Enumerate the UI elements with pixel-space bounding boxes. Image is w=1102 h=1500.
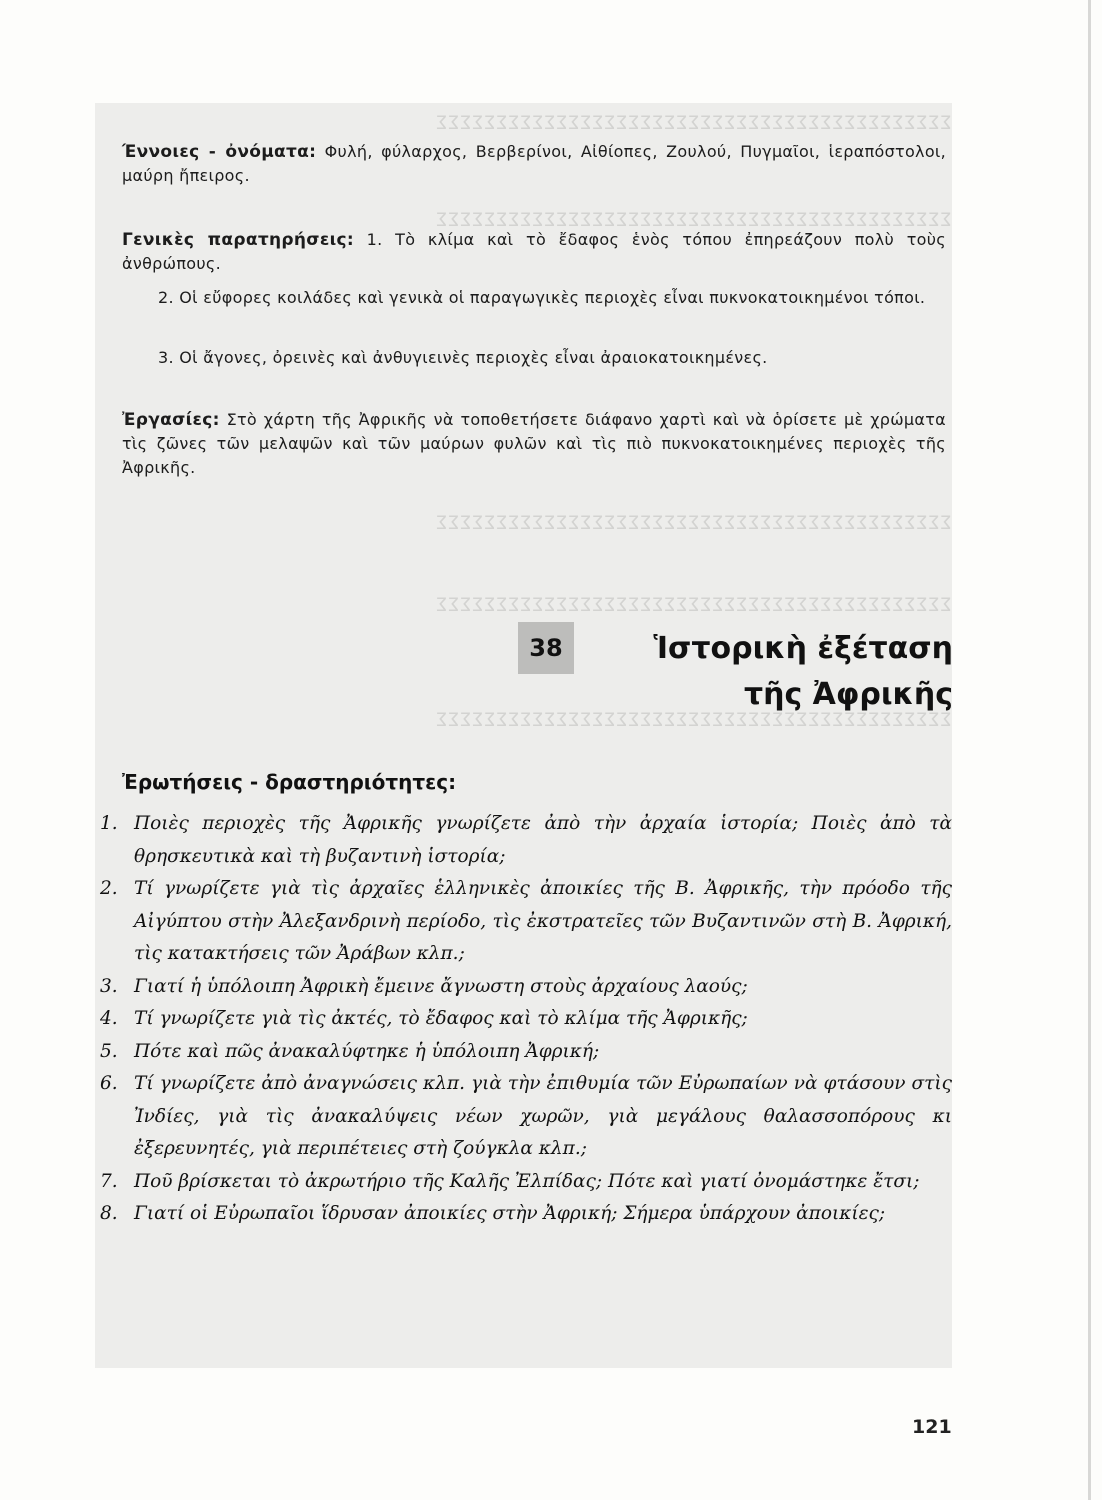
chapter-title-line-2: τῆς Ἀφρικῆς (743, 677, 953, 712)
question-text: Ποῦ βρίσκεται τὸ ἀκρωτήριο τῆς Καλῆς Ἐλπίδας; Πότε καὶ γιατί ὀνομάστηκε ἔτσι; (134, 1170, 920, 1192)
question-number: 1. (100, 813, 118, 834)
chapter-number: 38 (518, 622, 574, 674)
question-number: 2. (100, 878, 118, 899)
reverse-bleed: ΣΣΣΣΣΣΣΣΣΣΣΣΣΣΣΣΣΣΣΣΣΣΣΣΣΣΣΣΣΣΣΣΣΣΣΣΣΣΣΣΣΣΣ (435, 709, 952, 731)
question-number: 7. (100, 1170, 118, 1192)
reverse-bleed: ΣΣΣΣΣΣΣΣΣΣΣΣΣΣΣΣΣΣΣΣΣΣΣΣΣΣΣΣΣΣΣΣΣΣΣΣΣΣΣΣΣΣΣ (435, 112, 952, 134)
question-item (100, 1036, 952, 1069)
question-number: 4. (100, 1008, 118, 1029)
question-number: 3. (100, 975, 118, 997)
question-item (100, 873, 952, 971)
observations-label: Γενικὲς παρατηρήσεις: (122, 230, 354, 250)
observation-3: 3. Οἱ ἄγονες, ὀρεινὲς καὶ ἀνθυγιεινὲς περιοχὲς εἶναι ἀραιοκατοικημένες. (158, 348, 768, 367)
question-number: 5. (100, 1040, 118, 1062)
question-text: Τί γνωρίζετε γιὰ τὶς ἀρχαῖες ἑλληνικὲς ἀποικίες τῆς Β. Ἀφρικῆς, τὴν πρόοδο τῆς Αἰγύπτου στὴν Ἀλεξανδρινὴ περίοδο, τὶς ἐκστρατεῖες τῶν Βυζαντινῶν στὴ Β. Ἀφρική, τὶς κατακτήσεις τῶν Ἀράβων κλπ.; (134, 878, 952, 964)
observation-2: 2. Οἱ εὔφορες κοιλάδες καὶ γενικὰ οἱ παραγωγικὲς περιοχὲς εἶναι πυκνοκατοικημένοι τόποι. (158, 288, 926, 307)
question-number: 6. (100, 1073, 118, 1094)
questions-list (100, 808, 952, 1231)
question-text: Πότε καὶ πῶς ἀνακαλύφτηκε ἡ ὑπόλοιπη Ἀφρική; (134, 1040, 600, 1062)
reverse-bleed: ΣΣΣΣΣΣΣΣΣΣΣΣΣΣΣΣΣΣΣΣΣΣΣΣΣΣΣΣΣΣΣΣΣΣΣΣΣΣΣΣΣΣΣ (435, 594, 952, 616)
question-item (100, 1198, 952, 1231)
question-text: Τί γνωρίζετε γιὰ τὶς ἀκτές, τὸ ἔδαφος καὶ τὸ κλίμα τῆς Ἀφρικῆς; (134, 1008, 748, 1029)
concepts-paragraph (122, 140, 946, 188)
question-item (100, 971, 952, 1004)
tasks-paragraph (122, 408, 946, 480)
concepts-label: Έννοιες - ὀνόματα: (122, 142, 317, 162)
question-text: Τί γνωρίζετε ἀπὸ ἀναγνώσεις κλπ. γιὰ τὴν ἐπιθυμία τῶν Εὐρωπαίων νὰ φτάσουν στὶς Ἰνδίες, γιὰ τὶς ἀνακαλύψεις νέων χωρῶν, γιὰ μεγάλους θαλασσοπόρους κι ἐξερευνητές, γιὰ περιπέτειες στὴ ζούγκλα κλπ.; (134, 1073, 952, 1159)
question-item (100, 808, 952, 873)
question-item (100, 1068, 952, 1166)
tasks-text: Στὸ χάρτη τῆς Ἀφρικῆς νὰ τοποθετήσετε διάφανο χαρτὶ καὶ νὰ ὁρίσετε μὲ χρώματα τὶς ζῶνες τῶν μελαψῶν καὶ τῶν μαύρων φυλῶν καὶ τὶς πιὸ πυκνοκατοικημένες περιοχὲς τῆς Ἀφρικῆς. (122, 410, 947, 477)
question-text: Γιατί ἡ ὑπόλοιπη Ἀφρικὴ ἔμεινε ἄγνωστη στοὺς ἀρχαίους λαούς; (134, 975, 748, 997)
observation-text: 1. Τὸ κλίμα καὶ τὸ ἔδαφος ἑνὸς τόπου ἐπηρεάζουν πολὺ τοὺς ἀνθρώπους. (122, 230, 946, 273)
tasks-label: Ἐργασίες: (122, 410, 220, 430)
page-edge (1088, 0, 1091, 1500)
question-text: Γιατί οἱ Εὐρωπαῖοι ἵδρυσαν ἀποικίες στὴν Ἀφρική; Σήμερα ὑπάρχουν ἀποικίες; (134, 1203, 886, 1224)
chapter-title (585, 626, 953, 718)
question-text: Ποιὲς περιοχὲς τῆς Ἀφρικῆς γνωρίζετε ἀπὸ τὴν ἀρχαία ἱστορία; Ποιὲς ἀπὸ τὰ θρησκευτικὰ καὶ τὴ βυζαντινὴ ἱστορία; (134, 813, 952, 867)
questions-heading: Ἐρωτήσεις - δραστηριότητες: (122, 770, 457, 794)
question-item (100, 1003, 952, 1036)
reverse-bleed: ΣΣΣΣΣΣΣΣΣΣΣΣΣΣΣΣΣΣΣΣΣΣΣΣΣΣΣΣΣΣΣΣΣΣΣΣΣΣΣΣΣΣΣ (435, 209, 952, 231)
concepts-text: Φυλή, φύλαρχος, Βερβερίνοι, Αἰθίοπες, Ζουλού, Πυγμαῖοι, ἱεραπόστολοι, μαύρη ἤπειρος. (122, 142, 947, 185)
question-number: 8. (100, 1203, 118, 1224)
reverse-bleed: ΣΣΣΣΣΣΣΣΣΣΣΣΣΣΣΣΣΣΣΣΣΣΣΣΣΣΣΣΣΣΣΣΣΣΣΣΣΣΣΣΣΣΣ (435, 512, 952, 534)
page-number: 121 (912, 1416, 952, 1438)
chapter-title-line-1: Ἱστορικὴ ἐξέταση (653, 631, 953, 666)
question-item (100, 1166, 952, 1199)
observation-1 (122, 228, 946, 276)
